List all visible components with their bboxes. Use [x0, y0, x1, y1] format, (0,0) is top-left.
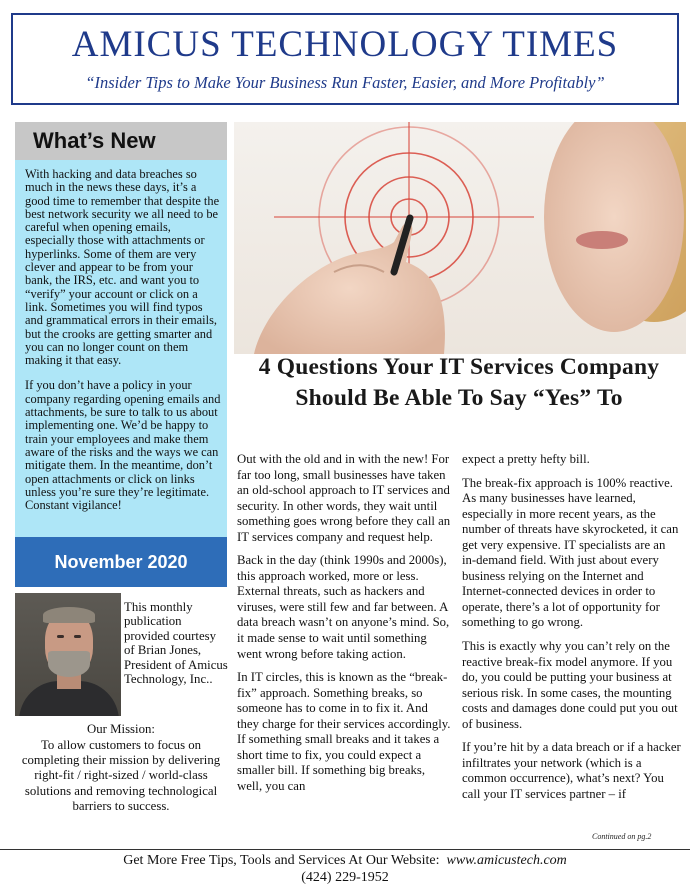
- mission-statement: To allow customers to focus on completing their mission by delivering right-fit / right-sized / world-class solutions and removing technological barriers to success.: [21, 738, 221, 813]
- sidebar: [15, 122, 227, 560]
- footer-divider: [0, 849, 690, 850]
- article-paragraph: If you’re hit by a data breach or if a hacker infiltrates your network (which is a common occurrence), what’s next? You call your IT services partner – if: [462, 740, 681, 801]
- issue-month-banner: November 2020: [15, 537, 227, 587]
- masthead: [11, 13, 679, 105]
- whats-new-box: [15, 160, 227, 560]
- article-paragraph: The break-fix approach is 100% reactive. As many businesses have learned, especially in more recent years, as the number of threats have skyrocketed, it can get very expensive. IT specialists are an in-demand field. With just about every business relying on the Internet and Internet-connected devices in order to operate, there’s a lot of opportunity for something to go wrong.: [462, 475, 679, 630]
- article-paragraph: This is exactly why you can’t rely on the reactive break-fix model anymore. If you do, you could be putting your business at serious risk. In some cases, the mounting costs and damages done could put you out of business.: [462, 639, 678, 731]
- footer-phone: (424) 229-1952: [301, 870, 389, 885]
- publisher-note: This monthly publication provided courtesy of Brian Jones, President of Amicus Technology, Inc..: [124, 600, 228, 687]
- article-paragraph: Back in the day (think 1990s and 2000s), this approach worked, more or less. External threats, such as hackers and viruses, were still few and far between. A data breach wasn’t on anyone’s mind. So, it made sense to wait until something went wrong before taking action.: [237, 553, 450, 661]
- newsletter-tagline: “Insider Tips to Make Your Business Run Faster, Easier, and More Profitably”: [85, 73, 605, 92]
- newsletter-title: AMICUS TECHNOLOGY TIMES: [71, 24, 619, 65]
- mission-label: Our Mission:: [87, 722, 155, 736]
- article-headline: 4 Questions Your IT Services Company Should Be Able To Say “Yes” To: [258, 354, 660, 411]
- continued-note: Continued on pg.2: [592, 832, 652, 841]
- hero-image-target-touch: [234, 122, 686, 354]
- whats-new-paragraph: With hacking and data breaches so much in the news these days, it’s a good time to remember that despite the best network security we all need to be careful when opening emails, especially those with attachments or hyperlinks. Some of them are very clever and appear to be from your bank, the IRS, etc. and want you to “verify” your account or click on a link. Sometimes you will find typos and grammatical errors in their emails, but the crooks are getting smarter and you can no longer count on them making it that easy.: [25, 167, 220, 368]
- article-column-1: [237, 452, 452, 802]
- article-paragraph: In IT circles, this is known as the “break-fix” approach. Something breaks, so someone has to come in to fix it. And they charge for their services accordingly. If something small breaks and it takes a short time to fix, you could expect a smaller bill. If something big breaks, well, you can: [237, 670, 451, 793]
- whats-new-paragraph: If you don’t have a policy in your company regarding opening emails and attachments, be sure to talk to us about implementing one. We’d be happy to train your employees and make them aware of the risks and the ways we can mitigate them. In the meantime, don’t open attachments or click on links unless you’re sure they’re legitimate. Constant vigilance!: [25, 378, 221, 513]
- whats-new-heading: What’s New: [15, 122, 227, 160]
- article-paragraph: Out with the old and in with the new! For far too long, small businesses have taken an old-school approach to IT services and security. In other words, they wait until something goes wrong before they call an IT services company and request help.: [237, 452, 451, 544]
- article-paragraph: expect a pretty hefty bill.: [462, 452, 590, 466]
- publisher-portrait: [15, 593, 121, 716]
- website-link[interactable]: www.amicustech.com: [446, 853, 567, 868]
- article-column-2: [462, 452, 682, 810]
- footer-cta: Get More Free Tips, Tools and Services At Our Website:: [123, 853, 440, 868]
- footer-website-line: [0, 853, 690, 869]
